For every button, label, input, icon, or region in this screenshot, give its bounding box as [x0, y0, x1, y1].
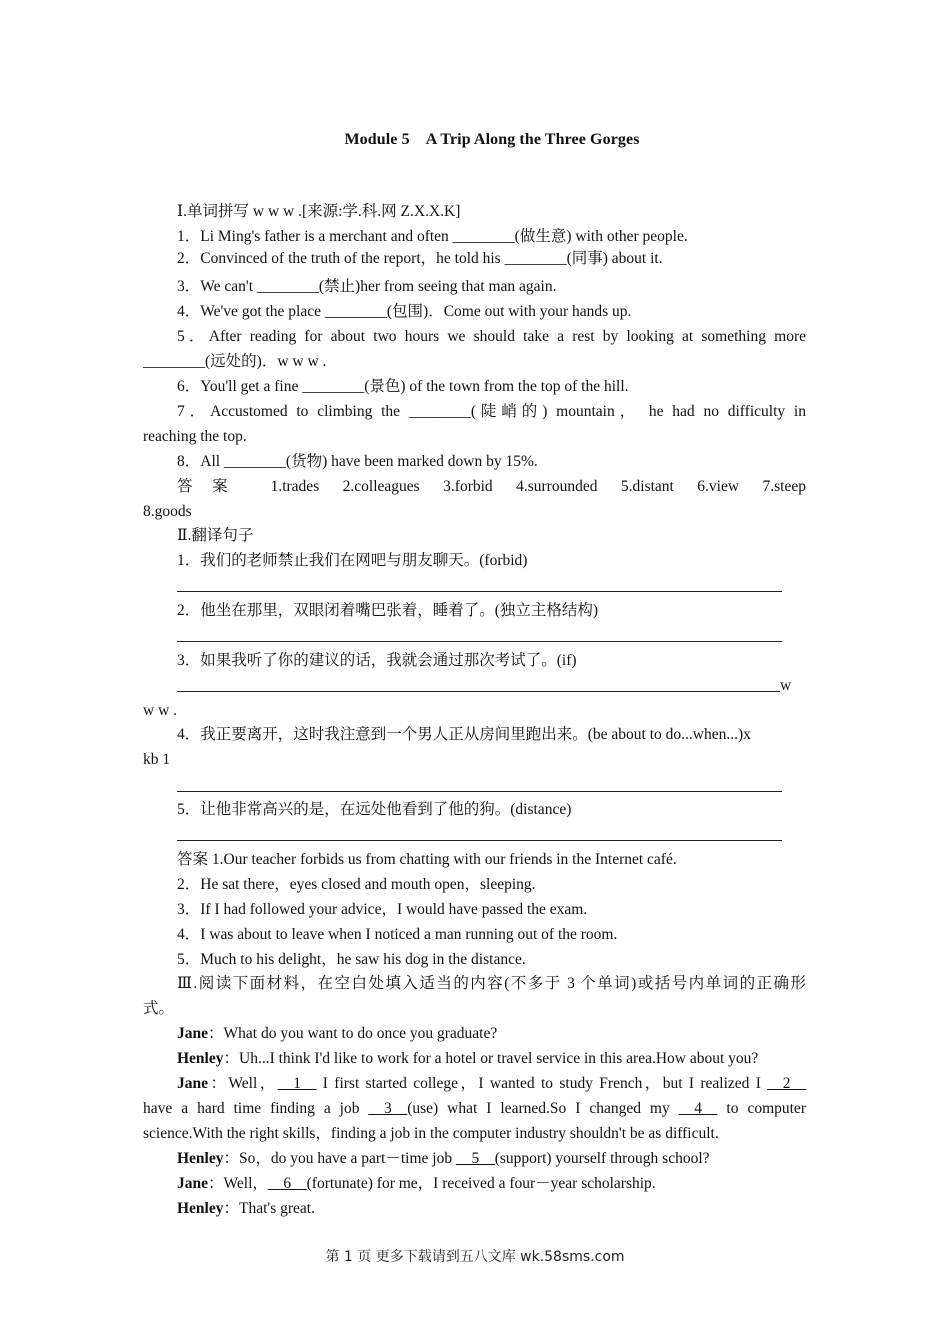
s2-question-2: 2．他坐在那里，双眼闭着嘴巴张着，睡着了。(独立主格结构)	[177, 602, 599, 619]
blank-4[interactable]: __4__	[678, 1100, 718, 1117]
s1-question-7-line2: reaching the top.	[143, 428, 247, 445]
dialogue-line-7: Jane：Well，__6__(fortunate) for me，I received a four－year scholarship.	[177, 1175, 656, 1192]
s2-answer-3: 3．If I had followed your advice，I would have passed the exam.	[177, 901, 588, 918]
s1-question-7-line1: 7．Accustomed to climbing the ________(陡峭的) mountain， he had no difficulty in	[177, 403, 806, 420]
page-title: Module 5 A Trip Along the Three Gorges	[344, 131, 640, 148]
speaker-henley: Henley	[177, 1200, 224, 1217]
s1-question-2: 2．Convinced of the truth of the report，he told his ________(同事) about it.	[177, 250, 663, 267]
speaker-henley: Henley	[177, 1050, 224, 1067]
dialogue-line-3: Jane：Well，__1__ I first started college，I wanted to study French，but I realized I __2__	[177, 1075, 806, 1092]
s1-question-3: 3．We can't ________(禁止)her from seeing that man again.	[177, 278, 557, 295]
page-footer: 第 1 页 更多下载请到五八文库 wk.58sms.com	[325, 1249, 625, 1265]
s2-q3-tail: w	[780, 677, 792, 694]
s2-question-4: 4．我正要离开，这时我注意到一个男人正从房间里跑出来。(be about to do...when...)x	[177, 726, 751, 743]
section-3-header-line2: 式。	[143, 1000, 175, 1017]
s1-question-1: 1．Li Ming's father is a merchant and often ________(做生意) with other people.	[177, 228, 688, 245]
s1-answer-line1: 答案 1.trades 2.colleagues 3.forbid 4.surrounded 5.distant 6.view 7.steep	[177, 478, 806, 495]
s2-answer-2: 2．He sat there，eyes closed and mouth open，sleeping.	[177, 876, 536, 893]
answer-line-3[interactable]	[177, 691, 780, 692]
s2-question-3: 3．如果我听了你的建议的话，我就会通过那次考试了。(if)	[177, 652, 577, 669]
answer-line-2[interactable]	[177, 641, 782, 642]
s2-q3-wrap: w w .	[143, 702, 178, 719]
dialogue-line-4: have a hard time finding a job __3__(use) what I learned.So I changed my __4__ to computer	[143, 1100, 806, 1117]
s2-question-1: 1．我们的老师禁止我们在网吧与朋友聊天。(forbid)	[177, 552, 528, 569]
dialogue-line-8: Henley：That's great.	[177, 1200, 315, 1217]
blank-2[interactable]: __2__	[767, 1075, 806, 1092]
speaker-jane: Jane	[177, 1025, 208, 1042]
s1-question-8: 8．All ________(货物) have been marked down by 15%.	[177, 453, 538, 470]
section-2-header: Ⅱ.翻译句子	[177, 527, 254, 544]
s1-question-5-line2: ________(远处的)．w w w .	[143, 353, 327, 370]
dialogue-line-2: Henley：Uh...I think I'd like to work for a hotel or travel service in this area.How about you?	[177, 1050, 759, 1067]
dialogue-line-1: Jane：What do you want to do once you graduate?	[177, 1025, 498, 1042]
answer-line-4[interactable]	[177, 791, 782, 792]
s2-question-5: 5．让他非常高兴的是，在远处他看到了他的狗。(distance)	[177, 801, 572, 818]
blank-1[interactable]: __1__	[277, 1075, 317, 1092]
answer-line-1[interactable]	[177, 591, 782, 592]
s2-answer-5: 5．Much to his delight，he saw his dog in the distance.	[177, 951, 526, 968]
speaker-jane: Jane	[177, 1175, 208, 1192]
dialogue-line-6: Henley：So，do you have a part－time job __5__(support) yourself through school?	[177, 1150, 710, 1167]
dialogue-line-5: science.With the right skills，finding a job in the computer industry shouldn't be as difficult.	[143, 1125, 719, 1142]
blank-5[interactable]: __5__	[455, 1150, 495, 1167]
s2-answer-4: 4．I was about to leave when I noticed a man running out of the room.	[177, 926, 618, 943]
s1-answer-line2: 8.goods	[143, 503, 192, 520]
speaker-henley: Henley	[177, 1150, 224, 1167]
section-1-header: Ⅰ.单词拼写 w w w .[来源:学.科.网 Z.X.X.K]	[177, 203, 461, 220]
blank-6[interactable]: __6__	[267, 1175, 307, 1192]
s2-q4-wrap: kb 1	[143, 751, 171, 768]
s1-question-4: 4．We've got the place ________(包围)．Come out with your hands up.	[177, 303, 632, 320]
section-3-header-line1: Ⅲ.阅读下面材料，在空白处填入适当的内容(不多于 3 个单词)或括号内单词的正确形	[177, 975, 806, 992]
s1-question-6: 6．You'll get a fine ________(景色) of the town from the top of the hill.	[177, 378, 629, 395]
blank-3[interactable]: __3__	[368, 1100, 408, 1117]
s2-answer-1: 答案 1.Our teacher forbids us from chatting with our friends in the Internet café.	[177, 851, 677, 868]
speaker-jane: Jane	[177, 1075, 208, 1092]
answer-line-5[interactable]	[177, 840, 782, 841]
s1-question-5-line1: 5．After reading for about two hours we should take a rest by looking at something more	[177, 328, 806, 345]
